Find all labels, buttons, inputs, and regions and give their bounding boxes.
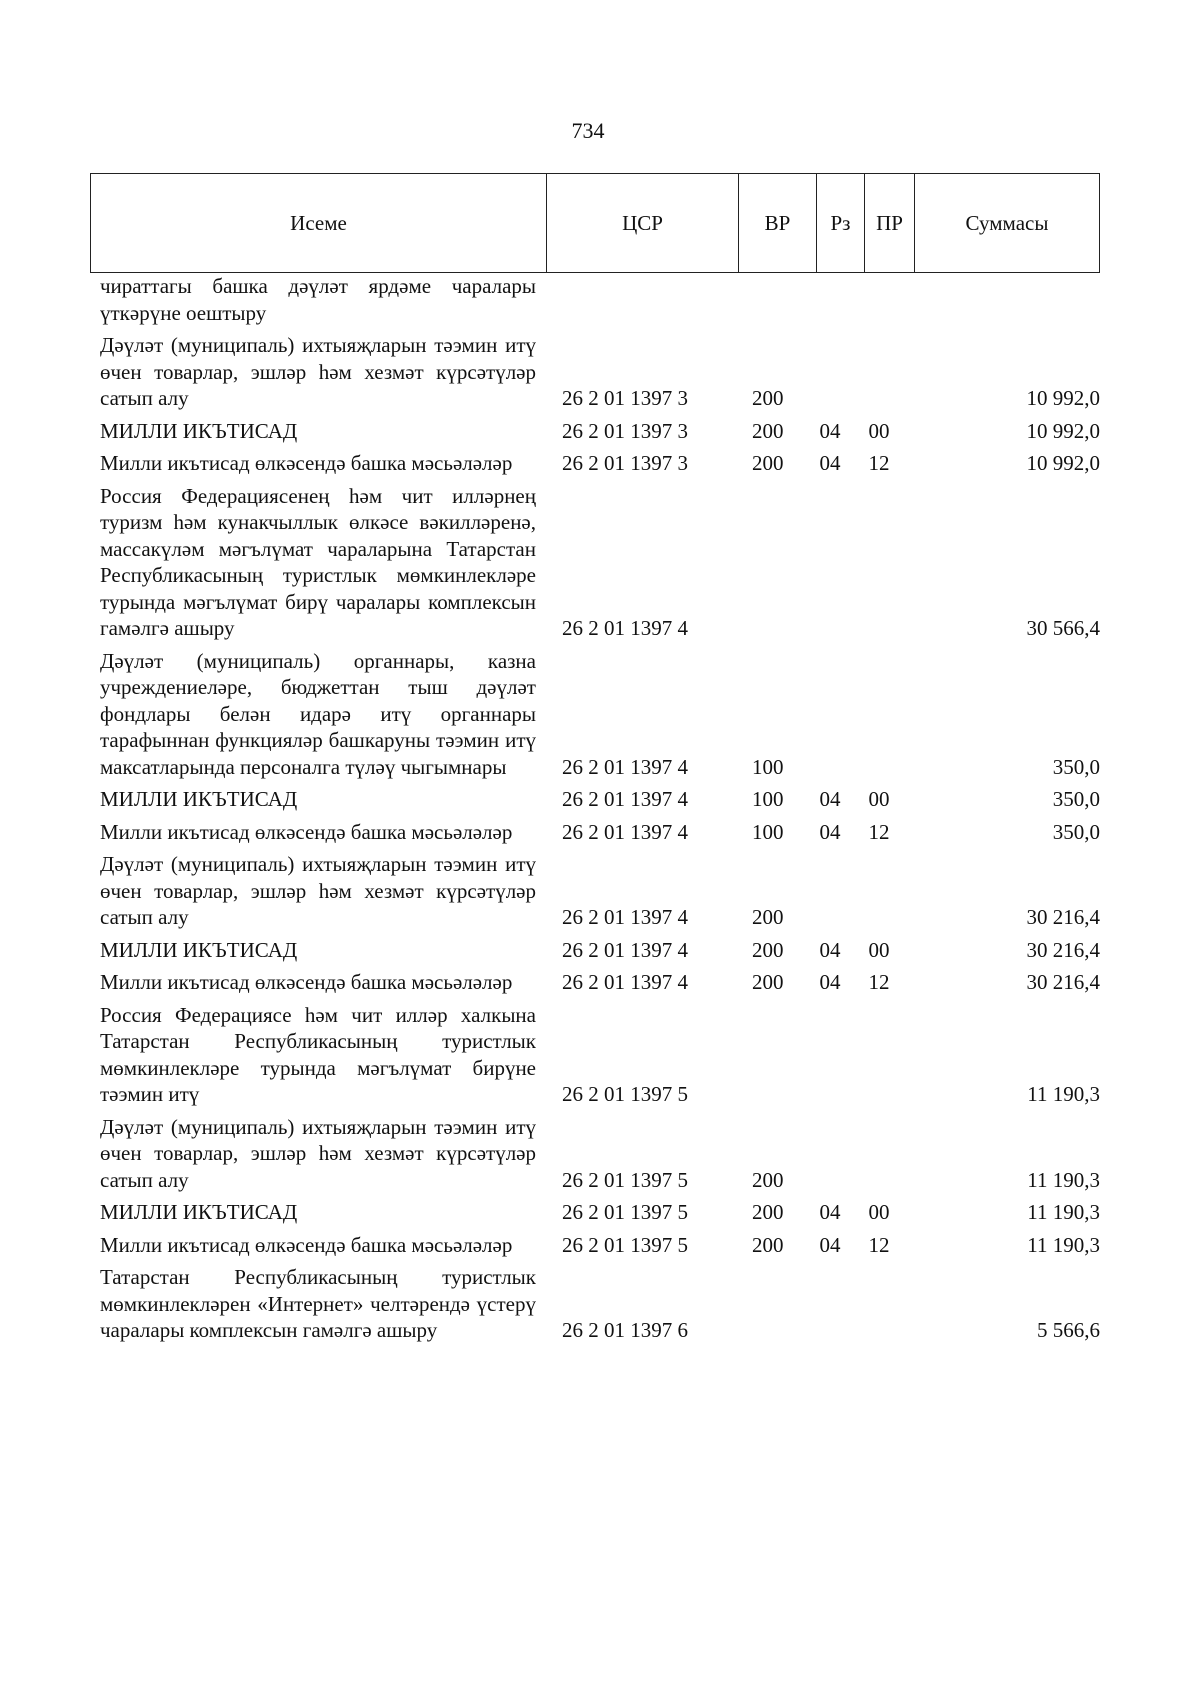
table-row (100, 332, 1100, 412)
row-rz: 04 (819, 937, 841, 962)
row-name: МИЛЛИ ИКЪТИСАД (100, 937, 298, 962)
row-csr: 26 2 01 1397 4 (562, 616, 688, 640)
row-vr: 100 (752, 787, 784, 811)
table-row (100, 1232, 1100, 1259)
row-pr: 00 (868, 418, 890, 443)
row-csr: 26 2 01 1397 6 (562, 1318, 688, 1342)
row-sum: 350,0 (1052, 819, 1100, 844)
row-csr: 26 2 01 1397 5 (562, 1200, 688, 1224)
table-row (100, 969, 1100, 996)
row-sum: 30 566,4 (1026, 616, 1100, 640)
row-sum: 10 992,0 (1026, 386, 1100, 410)
table-row (100, 819, 1100, 846)
row-sum: 11 190,3 (1027, 1200, 1100, 1224)
row-name: Россия Федерациясе һәм чит илләр халкына Татарстан Республикасының туристлык мөмкинлекләре турында мәгълүмат бирүне тәэмин итү (100, 1002, 536, 1106)
row-name: МИЛЛИ ИКЪТИСАД (100, 418, 298, 443)
row-name: Милли икътисад өлкәсендә башка мәсьәләләр (100, 970, 513, 994)
row-name: Дәүләт (муниципаль) ихтыяҗларын тәэмин итү өчен товарлар, эшләр һәм хезмәт күрсәтүләр сатып алу (100, 852, 536, 929)
row-sum: 350,0 (1052, 787, 1100, 811)
table-row (100, 1199, 1100, 1226)
row-name: Татарстан Республикасының туристлык мөмкинлекләрен «Интернет» челтәрендә үстерү чаралары комплексын гамәлгә ашыру (100, 1265, 536, 1342)
row-name: Россия Федерациясенең һәм чит илләрнең туризм һәм кунакчыллык өлкәсе вәкилләренә, массакүләм мәгълүмат чараларына Татарстан Республикасының туристлык мөмкинлекләре турында мәгълүмат бирү чаралары комплексын гамәлгә ашыру (100, 483, 536, 640)
row-name: МИЛЛИ ИКЪТИСАД (100, 787, 298, 811)
table-row (100, 418, 1100, 445)
row-csr: 26 2 01 1397 5 (562, 1232, 688, 1257)
row-rz: 04 (819, 819, 841, 844)
row-pr: 12 (868, 1232, 890, 1257)
row-csr: 26 2 01 1397 3 (562, 451, 688, 475)
table-row (100, 937, 1100, 964)
column-header-vr: ВР (739, 174, 817, 272)
row-vr: 200 (752, 937, 784, 962)
row-csr: 26 2 01 1397 4 (562, 754, 688, 779)
table-row (100, 1114, 1100, 1194)
row-vr: 200 (752, 970, 784, 994)
row-csr: 26 2 01 1397 4 (562, 905, 688, 929)
row-csr: 26 2 01 1397 4 (562, 819, 688, 844)
table-row (100, 786, 1100, 813)
table-row (100, 648, 1100, 781)
row-name: Милли икътисад өлкәсендә башка мәсьәләләр (100, 1232, 513, 1257)
table-row (100, 1264, 1100, 1344)
row-vr: 200 (752, 386, 784, 410)
row-vr: 100 (752, 819, 784, 844)
row-csr: 26 2 01 1397 5 (562, 1082, 688, 1106)
row-vr: 100 (752, 754, 784, 779)
column-header-csr: ЦСР (547, 174, 739, 272)
row-name: Дәүләт (муниципаль) органнары, казна учреждениеләре, бюджеттан тыш дәүләт фондлары белән идарә итү органнары тарафыннан функцияләр башкаруны тәэмин итү максатларында персоналга түләү чыгымнары (100, 648, 536, 779)
budget-table-body (100, 273, 1100, 1350)
row-sum: 11 190,3 (1027, 1082, 1100, 1106)
table-row (100, 483, 1100, 642)
row-name: Дәүләт (муниципаль) ихтыяҗларын тәэмин итү өчен товарлар, эшләр һәм хезмәт күрсәтүләр сатып алу (100, 333, 536, 410)
row-vr: 200 (752, 451, 784, 475)
row-sum: 11 190,3 (1027, 1232, 1100, 1257)
row-name: чираттагы башка дәүләт ярдәме чаралары үткәрүне оештыру (100, 274, 536, 325)
column-header-name: Исеме (91, 174, 547, 272)
row-csr: 26 2 01 1397 4 (562, 937, 688, 962)
row-vr: 200 (752, 905, 784, 929)
row-sum: 11 190,3 (1027, 1167, 1100, 1192)
row-vr: 200 (752, 1200, 784, 1224)
row-csr: 26 2 01 1397 3 (562, 418, 688, 443)
table-row (100, 1002, 1100, 1108)
row-rz: 04 (819, 418, 841, 443)
row-sum: 30 216,4 (1026, 970, 1100, 994)
row-pr: 12 (868, 819, 890, 844)
row-name: Милли икътисад өлкәсендә башка мәсьәләләр (100, 451, 513, 475)
row-sum: 10 992,0 (1026, 451, 1100, 475)
row-vr: 200 (752, 418, 784, 443)
row-pr: 00 (868, 787, 890, 811)
row-rz: 04 (819, 451, 841, 475)
row-vr: 200 (752, 1232, 784, 1257)
column-header-sum: Суммасы (965, 210, 1049, 235)
table-row (100, 450, 1100, 477)
column-header-rz: Рз (817, 174, 865, 272)
table-row (100, 851, 1100, 931)
row-csr: 26 2 01 1397 3 (562, 386, 688, 410)
row-pr: 00 (868, 937, 890, 962)
page-number: 734 (571, 118, 605, 143)
row-csr: 26 2 01 1397 5 (562, 1167, 688, 1192)
row-rz: 04 (819, 1232, 841, 1257)
row-sum: 30 216,4 (1026, 937, 1100, 962)
row-rz: 04 (819, 970, 841, 994)
row-name: МИЛЛИ ИКЪТИСАД (100, 1200, 298, 1224)
row-pr: 00 (868, 1200, 890, 1224)
table-header (90, 173, 1100, 273)
row-rz: 04 (819, 1200, 841, 1224)
row-sum: 30 216,4 (1026, 905, 1100, 929)
row-csr: 26 2 01 1397 4 (562, 970, 688, 994)
row-vr: 200 (752, 1167, 784, 1192)
row-sum: 5 566,6 (1037, 1318, 1100, 1342)
row-csr: 26 2 01 1397 4 (562, 787, 688, 811)
table-row (100, 273, 1100, 326)
row-rz: 04 (819, 787, 841, 811)
row-name: Дәүләт (муниципаль) ихтыяҗларын тәэмин итү өчен товарлар, эшләр һәм хезмәт күрсәтүләр сатып алу (100, 1114, 536, 1192)
row-sum: 350,0 (1052, 754, 1100, 779)
row-pr: 12 (868, 970, 890, 994)
row-pr: 12 (868, 451, 890, 475)
row-sum: 10 992,0 (1026, 418, 1100, 443)
column-header-pr: ПР (865, 174, 915, 272)
row-name: Милли икътисад өлкәсендә башка мәсьәләләр (100, 819, 513, 844)
